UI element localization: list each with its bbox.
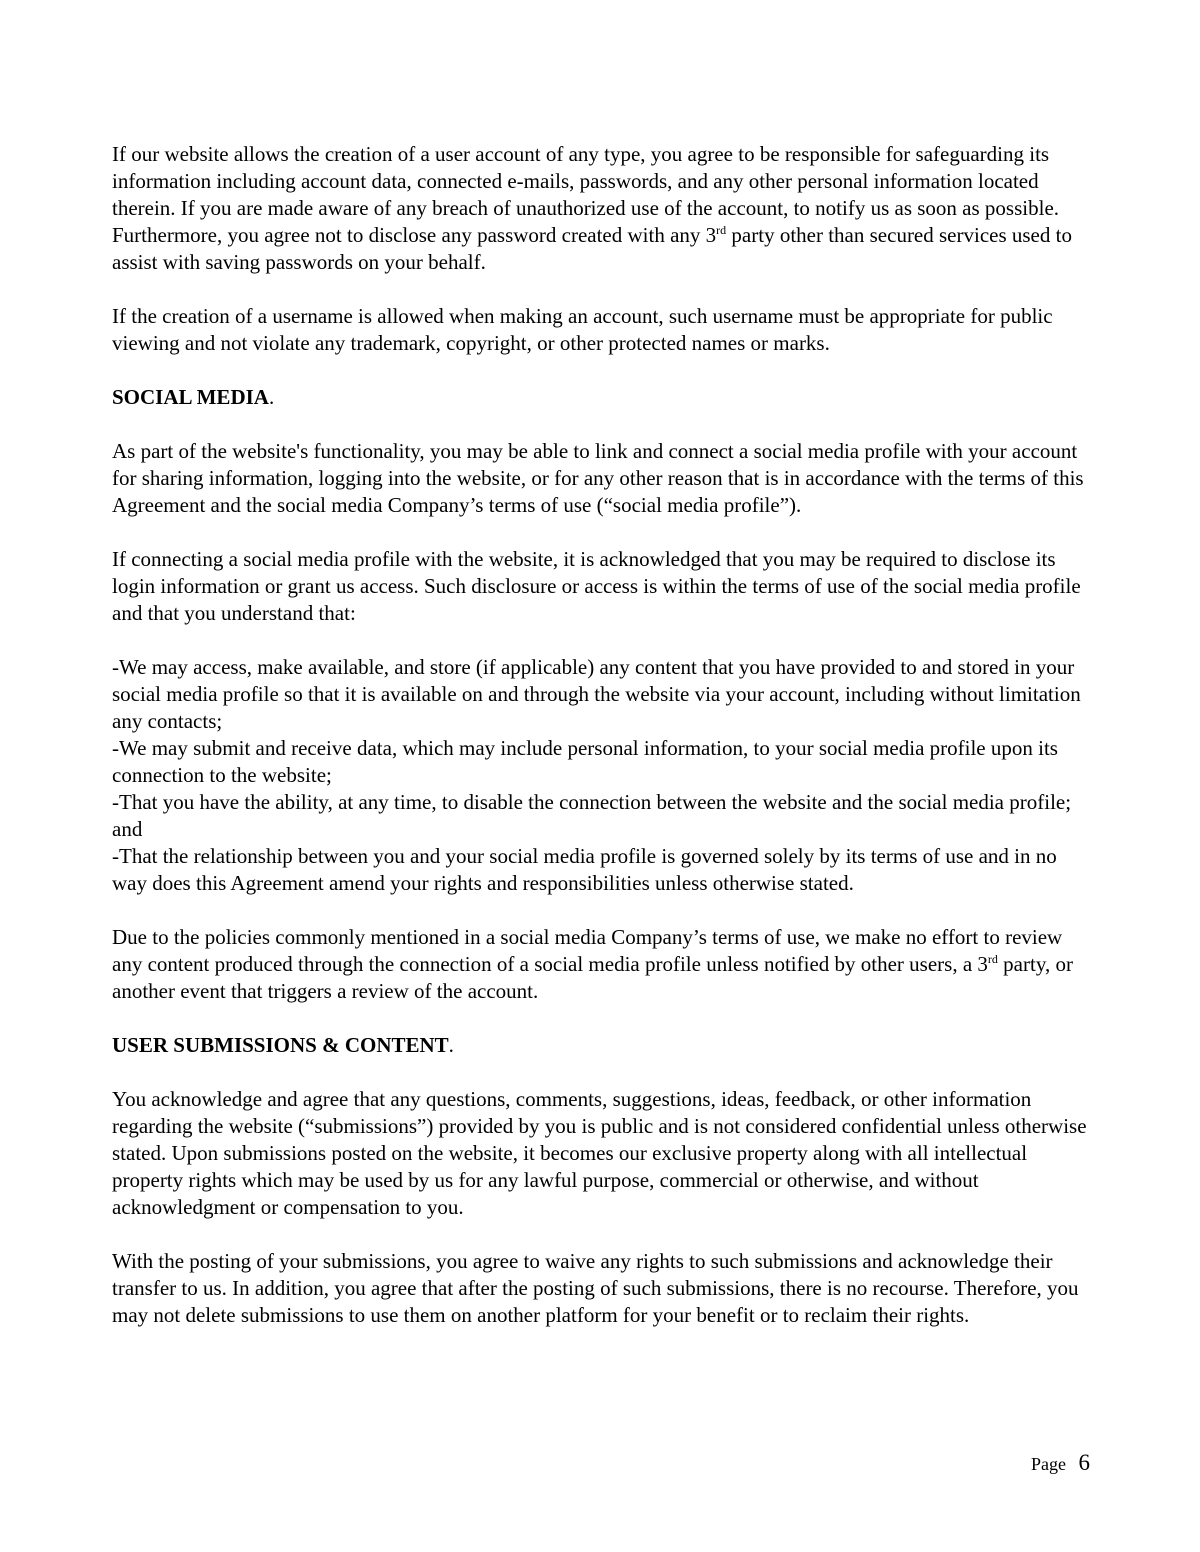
text-run: If the creation of a username is allowed when making an account, such username must be appropriate for public viewing and not violate any trademark, copyright, or other protected names or marks. xyxy=(112,304,1053,355)
text-run: If connecting a social media profile with the website, it is acknowledged that you may be required to disclose its login information or grant us access. Such disclosure or access is within the terms of use of the social media profile and that you understand that: xyxy=(112,547,1081,625)
text-run: If our website allows the creation of a user account of any type, you agree to be responsible for safeguarding its information including account data, connected e-mails, passwords, and any other personal information located therein. If you are made aware of any breach of unauthorized use of the account, to notify us as soon as possible. Furthermore, you agree not to disclose any password created with any 3 xyxy=(112,142,1060,247)
superscript-ordinal: rd xyxy=(716,223,727,237)
paragraph xyxy=(112,141,1090,276)
text-run: -That the relationship between you and your social media profile is governed solely by its terms of use and in no way does this Agreement amend your rights and responsibilities unless otherwise stated. xyxy=(112,844,1057,895)
text-run: With the posting of your submissions, you agree to waive any rights to such submissions and acknowledge their transfer to us. In addition, you agree that after the posting of such submissions, there is no recourse. Therefore, you may not delete submissions to use them on another platform for your benefit or to reclaim their rights. xyxy=(112,1249,1079,1327)
page-footer xyxy=(1031,1450,1090,1476)
page-footer-space xyxy=(1070,1454,1075,1474)
text-run: -We may submit and receive data, which may include personal information, to your social media profile upon its connection to the website; xyxy=(112,736,1058,787)
text-run: As part of the website's functionality, you may be able to link and connect a social media profile with your account for sharing information, logging into the website, or for any other reason that is in accordance with the terms of this Agreement and the social media Company’s terms of use (“social media profile”). xyxy=(112,439,1084,517)
text-run: party, or another event that triggers a review of the account. xyxy=(112,952,1073,1003)
page-number: 6 xyxy=(1078,1450,1090,1475)
text-run: USER SUBMISSIONS & CONTENT xyxy=(112,1033,449,1057)
paragraph xyxy=(112,303,1090,357)
paragraph xyxy=(112,1086,1090,1221)
text-run: -We may access, make available, and store (if applicable) any content that you have provided to and stored in your social media profile so that it is available on and through the website via your account, including without limitation any contacts; xyxy=(112,655,1081,733)
dash-list xyxy=(112,654,1090,897)
text-run: . xyxy=(448,1033,454,1057)
section-heading xyxy=(112,1032,1090,1059)
list-item xyxy=(112,789,1090,843)
superscript-ordinal: rd xyxy=(987,952,998,966)
paragraph xyxy=(112,546,1090,627)
list-item xyxy=(112,735,1090,789)
paragraph xyxy=(112,438,1090,519)
text-run: SOCIAL MEDIA xyxy=(112,385,269,409)
document-body xyxy=(112,141,1090,1356)
text-run: party other than secured services used to assist with saving passwords on your behalf. xyxy=(112,223,1072,274)
list-item xyxy=(112,654,1090,735)
text-run: You acknowledge and agree that any questions, comments, suggestions, ideas, feedback, or other information regarding the website (“submissions”) provided by you is public and is not considered confidential unless otherwise stated. Upon submissions posted on the website, it becomes our exclusive property along with all intellectual property rights which may be used by us for any lawful purpose, commercial or otherwise, and without acknowledgment or compensation to you. xyxy=(112,1087,1087,1219)
text-run: . xyxy=(268,385,275,409)
section-heading xyxy=(112,384,1090,411)
page-footer-label: Page xyxy=(1031,1454,1066,1474)
text-run: Due to the policies commonly mentioned in a social media Company’s terms of use, we make no effort to review any content produced through the connection of a social media profile unless notified by other users, a 3 xyxy=(112,925,1063,976)
text-run: -That you have the ability, at any time, to disable the connection between the website and the social media profile; and xyxy=(112,790,1072,841)
list-item xyxy=(112,843,1090,897)
paragraph xyxy=(112,924,1090,1005)
paragraph xyxy=(112,1248,1090,1329)
